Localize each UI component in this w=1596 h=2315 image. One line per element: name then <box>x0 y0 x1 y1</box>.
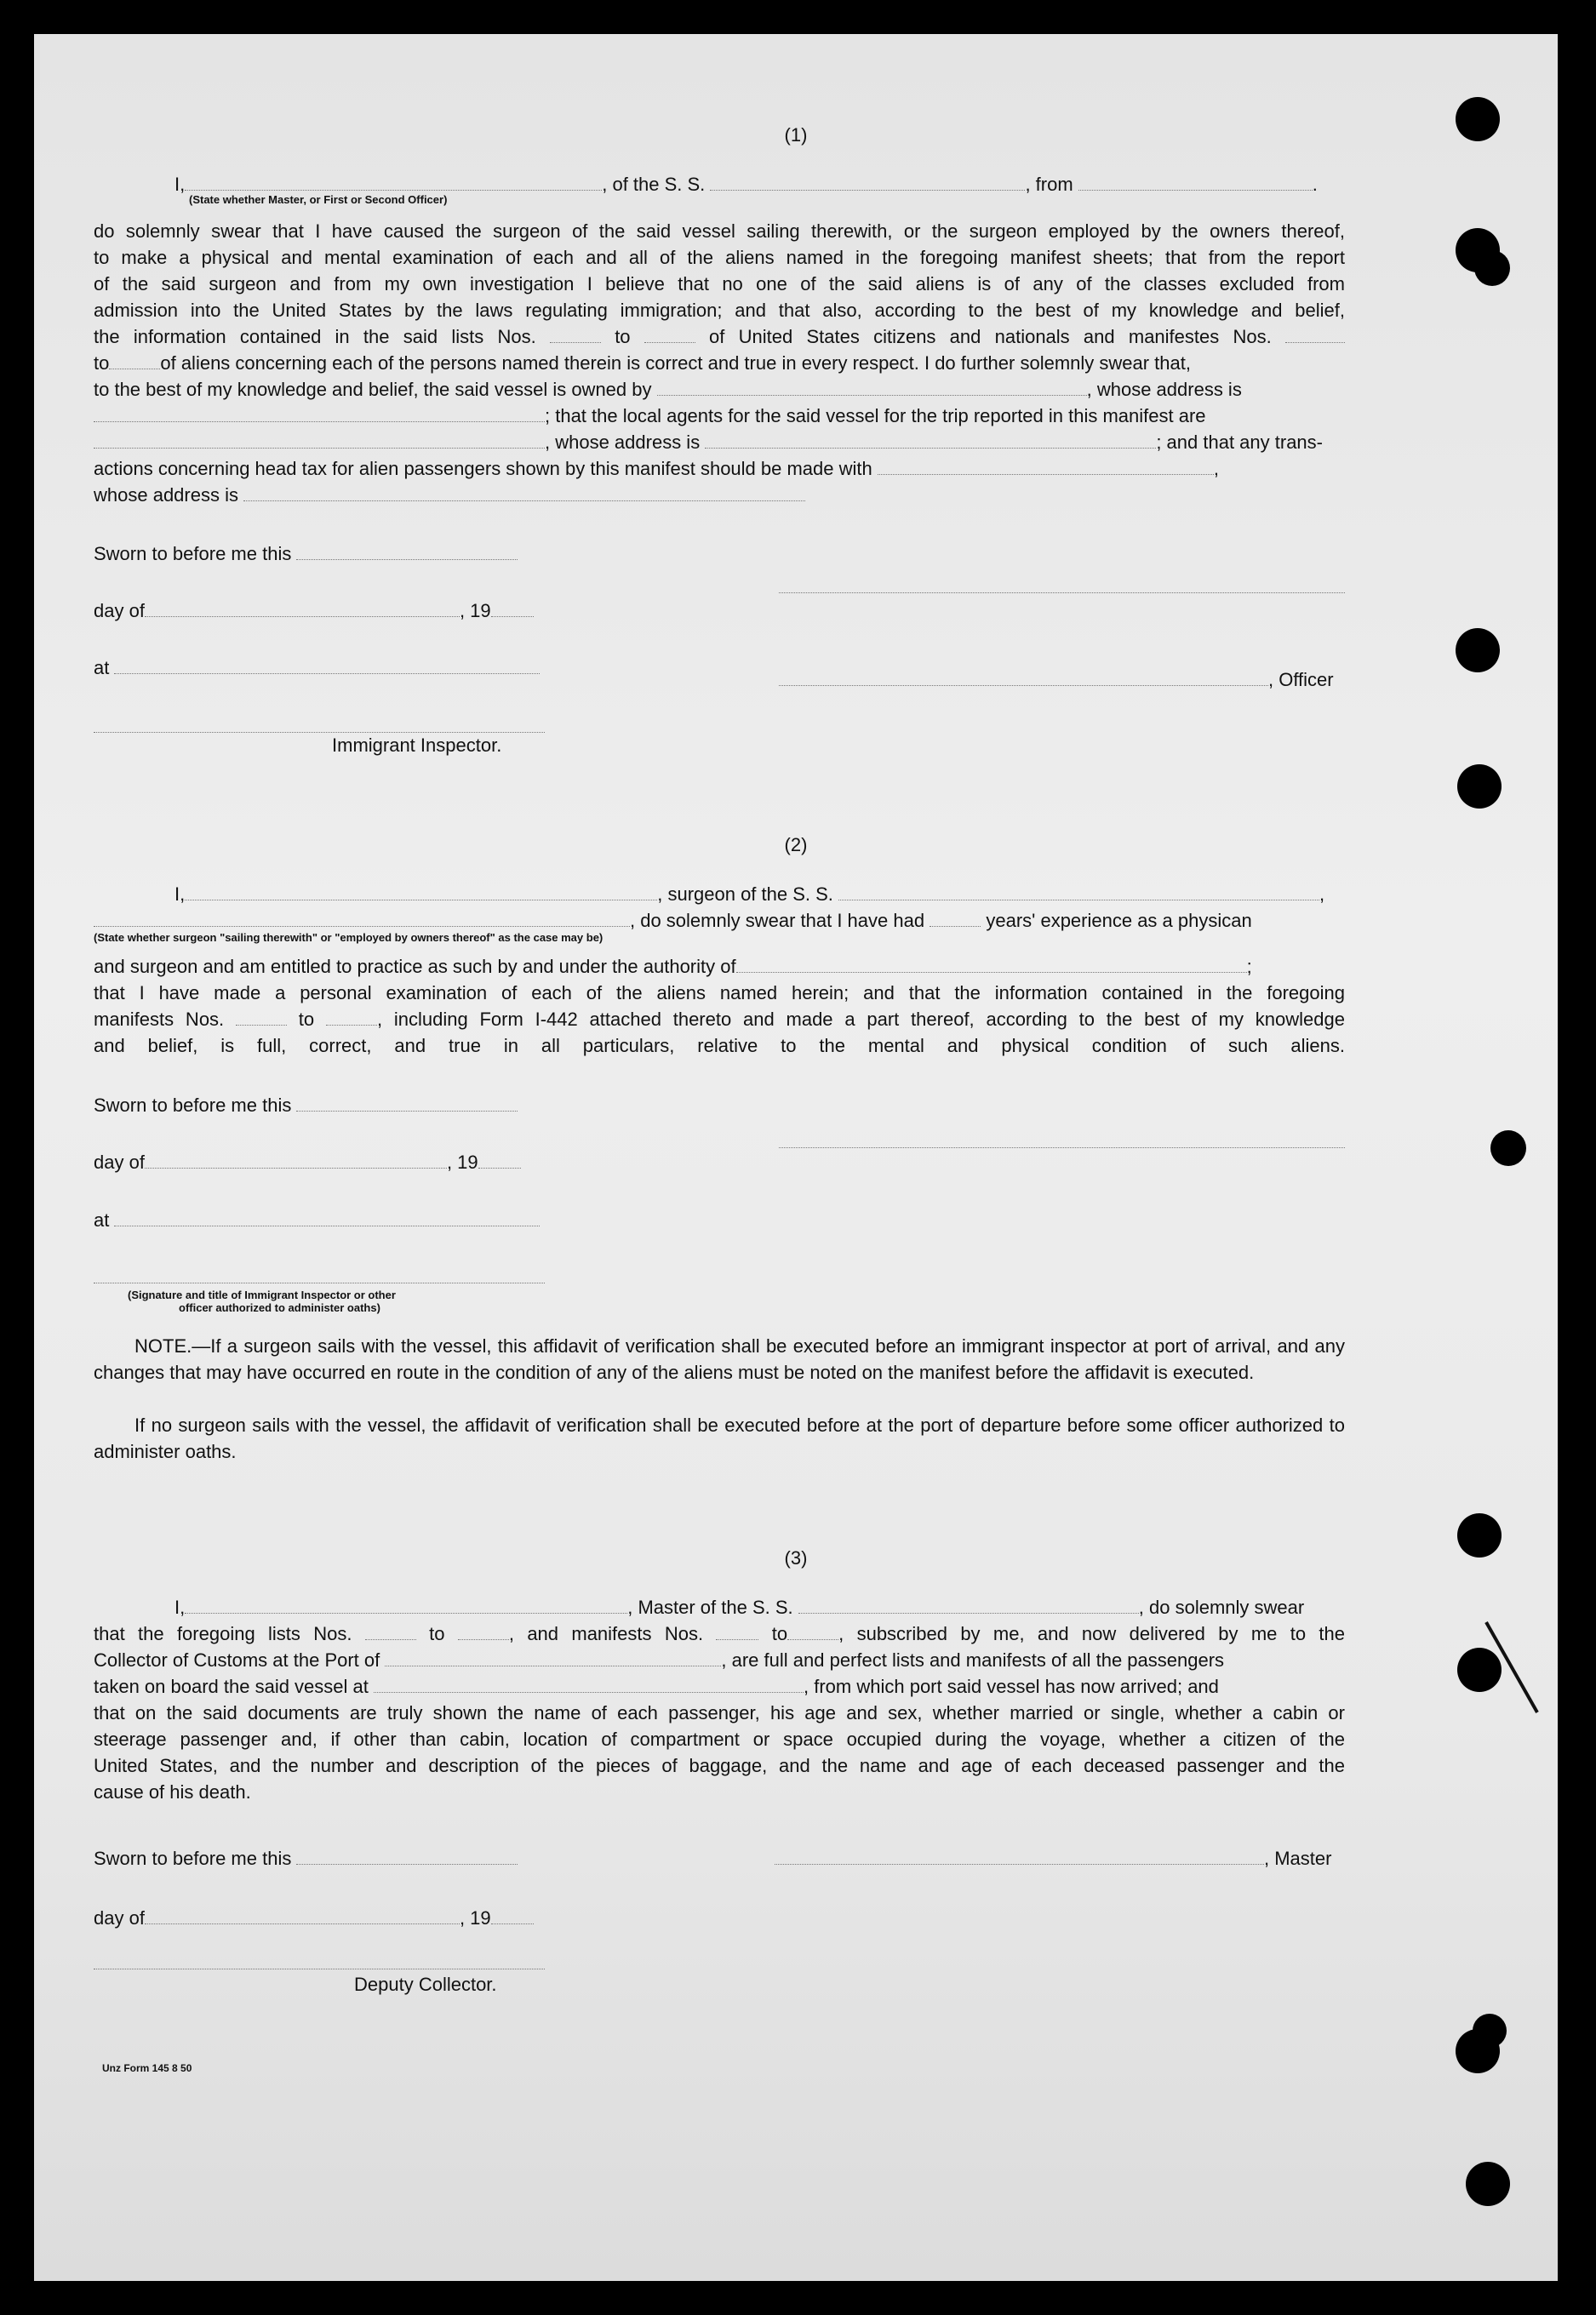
s1-day-blank[interactable] <box>145 601 460 617</box>
s1-at: at <box>94 656 604 680</box>
s1-body-3: of the said surgeon and from my own investigation I believe that no one of the said aliens is of any of the classes excluded from <box>94 273 1345 294</box>
s3-lists-to-blank[interactable] <box>458 1624 509 1640</box>
section-2-number: (2) <box>784 834 808 855</box>
agents-blank[interactable] <box>94 432 545 449</box>
s2-line-3: and surgeon and am entitled to practice as such by and under the authority of ; <box>94 956 1252 977</box>
s3-body-2: steerage passenger and, if other than cabin, location of compartment or space occupied during the voyage, whether a citizen of the <box>94 1729 1345 1750</box>
surgeon-name-blank[interactable] <box>185 884 657 900</box>
s3-sworn: Sworn to before me this <box>94 1847 604 1871</box>
punch-hole <box>1466 2162 1510 2206</box>
punch-hole <box>1457 764 1502 809</box>
s2-ship-blank[interactable] <box>838 884 1319 900</box>
agents-address-blank[interactable] <box>705 432 1156 449</box>
s3-year-blank[interactable] <box>491 1908 534 1924</box>
s3-collector-signature-line[interactable] <box>94 1967 545 1969</box>
s3-manifests-from-blank[interactable] <box>716 1624 758 1640</box>
s1-officer-blank[interactable] <box>779 670 1268 686</box>
officer-blank[interactable] <box>185 174 602 191</box>
surgeon-note: (State whether surgeon "sailing therewith" or "employed by owners thereof" as the case may be) <box>94 931 604 944</box>
s2-line-5: manifests Nos. to , including Form I-442 attached thereto and made a part thereof, according to the best of my knowledge <box>94 1009 1345 1030</box>
s1-day-of: day of , 19 <box>94 599 604 623</box>
s3-line-2: that the foregoing lists Nos. to , and manifests Nos. to , subscribed by me, and now delivered by me to the <box>94 1623 1345 1644</box>
owner-address-blank[interactable] <box>94 406 545 422</box>
manifests-to-blank[interactable] <box>109 353 160 369</box>
s2-year-blank[interactable] <box>478 1152 521 1169</box>
s1-line-9: , whose address is ; and that any trans- <box>94 431 1345 454</box>
s1-sworn: Sworn to before me this <box>94 542 604 566</box>
s3-master: , Master <box>775 1847 1345 1871</box>
officer-note: (State whether Master, or First or Second Officer) <box>189 193 448 206</box>
from-port-blank[interactable] <box>1078 174 1313 191</box>
manifests-from-blank[interactable] <box>1285 327 1345 343</box>
s1-line-10: actions concerning head tax for alien passengers shown by this manifest should be made with , <box>94 458 1220 479</box>
punch-hole <box>1473 2014 1507 2048</box>
s2-sig-note-2: officer authorized to administer oaths) <box>179 1301 380 1314</box>
punch-hole <box>1490 1130 1526 1166</box>
ship-name-blank[interactable] <box>710 174 1025 191</box>
s2-manifests-from-blank[interactable] <box>236 1009 287 1026</box>
s2-line-1: I, , surgeon of the S. S. , <box>174 883 1325 905</box>
s2-sworn: Sworn to before me this <box>94 1094 604 1117</box>
s1-inspector: Immigrant Inspector. <box>332 735 502 756</box>
s3-master-signature-blank[interactable] <box>775 1849 1264 1865</box>
form-id: Unz Form 145 8 50 <box>102 2062 192 2074</box>
s3-collector: Deputy Collector. <box>354 1974 497 1995</box>
s1-line-5: the information contained in the said lists Nos. to of United States citizens and nationals and manifestes Nos. <box>94 325 1345 349</box>
s3-last-line: cause of his death. <box>94 1781 251 1803</box>
s2-manifests-to-blank[interactable] <box>326 1009 377 1026</box>
section-3-number: (3) <box>784 1547 808 1569</box>
s3-line-4: taken on board the said vessel at , from which port said vessel has now arrived; and <box>94 1676 1219 1697</box>
s1-body-1: do solemnly swear that I have caused the surgeon of the said vessel sailing therewith, or the surgeon employed by the owners thereof, <box>94 220 1345 242</box>
s3-sworn-date-blank[interactable] <box>296 1849 518 1865</box>
surgeon-status-blank[interactable] <box>94 911 630 927</box>
s2-day-of: day of , 19 <box>94 1151 604 1175</box>
form-sheet <box>34 34 1558 2281</box>
pen-mark <box>1481 1617 1575 1728</box>
years-blank[interactable] <box>930 911 981 927</box>
collector-port-blank[interactable] <box>385 1650 721 1666</box>
s1-inspector-signature-line[interactable] <box>94 730 545 733</box>
s1-year-blank[interactable] <box>491 601 534 617</box>
s1-at-blank[interactable] <box>114 658 540 674</box>
punch-hole <box>1457 1513 1502 1558</box>
s1-line-1: I, , of the S. S. , from . <box>174 174 1318 195</box>
s1-line-8: ; that the local agents for the said vessel for the trip reported in this manifest are <box>94 404 1345 428</box>
s2-day-blank[interactable] <box>145 1152 447 1169</box>
s3-body-1: that on the said documents are truly shown the name of each passenger, his age and sex, whether married or single, whether a cabin or <box>94 1702 1345 1723</box>
s1-master-signature-line[interactable] <box>779 591 1345 593</box>
s2-sworn-date-blank[interactable] <box>296 1095 518 1112</box>
s2-surgeon-signature-line[interactable] <box>779 1146 1345 1148</box>
head-tax-address-blank[interactable] <box>243 485 805 501</box>
s1-line-6: to of aliens concerning each of the persons named therein is correct and true in every respect. I do further solemnly swear that, <box>94 352 1191 374</box>
s3-manifests-to-blank[interactable] <box>787 1624 838 1640</box>
s2-line-4: that I have made a personal examination of each of the aliens named herein; and that the information contained in the foregoing <box>94 982 1345 1003</box>
note-paragraph-2: If no surgeon sails with the vessel, the affidavit of verification shall be executed before at the port of departure before some officer authorized to administer oaths. <box>94 1415 1345 1462</box>
s2-at-blank[interactable] <box>114 1210 540 1226</box>
s2-line-6: and belief, is full, correct, and true in all particulars, relative to the mental and physical condition of such aliens. <box>94 1035 1345 1056</box>
departure-port-blank[interactable] <box>374 1677 804 1693</box>
owner-blank[interactable] <box>657 380 1087 396</box>
s2-at: at <box>94 1209 604 1232</box>
punch-hole <box>1474 250 1510 286</box>
note-paragraph-1: NOTE.—If a surgeon sails with the vessel, this affidavit of verification shall be executed before an immigrant inspector at port of arrival, and any changes that may have occurred en route in the condition of any of the aliens must be noted on the manifest before the affidavit is executed. <box>94 1335 1345 1383</box>
authority-blank[interactable] <box>736 957 1247 973</box>
s3-lists-from-blank[interactable] <box>365 1624 416 1640</box>
s3-line-1: I, , Master of the S. S. , do solemnly swear <box>174 1597 1305 1618</box>
s1-body-2: to make a physical and mental examination of each and all of the aliens named in the foregoing manifest sheets; that from the report <box>94 247 1345 268</box>
s2-line-2: , do solemnly swear that I have had years' experience as a physican <box>94 909 1345 933</box>
s3-line-3: Collector of Customs at the Port of , are full and perfect lists and manifests of all the passengers <box>94 1649 1225 1671</box>
master-name-blank[interactable] <box>185 1598 627 1614</box>
s1-line-7: to the best of my knowledge and belief, the said vessel is owned by , whose address is <box>94 379 1242 400</box>
s3-day-blank[interactable] <box>145 1908 460 1924</box>
lists-from-blank[interactable] <box>550 327 601 343</box>
s1-line-11: whose address is <box>94 483 1345 507</box>
s3-day-of: day of , 19 <box>94 1906 604 1930</box>
s2-sig-note-1: (Signature and title of Immigrant Inspector or other <box>128 1289 396 1301</box>
s1-officer: , Officer <box>779 668 1349 692</box>
lists-to-blank[interactable] <box>644 327 695 343</box>
s1-sworn-date-blank[interactable] <box>296 544 518 560</box>
s2-inspector-signature-line[interactable] <box>94 1281 545 1283</box>
s3-ship-blank[interactable] <box>798 1598 1139 1614</box>
punch-hole <box>1456 628 1500 672</box>
punch-hole <box>1456 97 1500 141</box>
section-1-number: (1) <box>784 124 808 146</box>
head-tax-blank[interactable] <box>878 459 1214 475</box>
s3-body-3: United States, and the number and description of the pieces of baggage, and the name and age of each deceased passenger and the <box>94 1755 1345 1776</box>
s1-body-4: admission into the United States by the laws regulating immigration; and that also, according to the best of my knowledge and belief, <box>94 300 1345 321</box>
